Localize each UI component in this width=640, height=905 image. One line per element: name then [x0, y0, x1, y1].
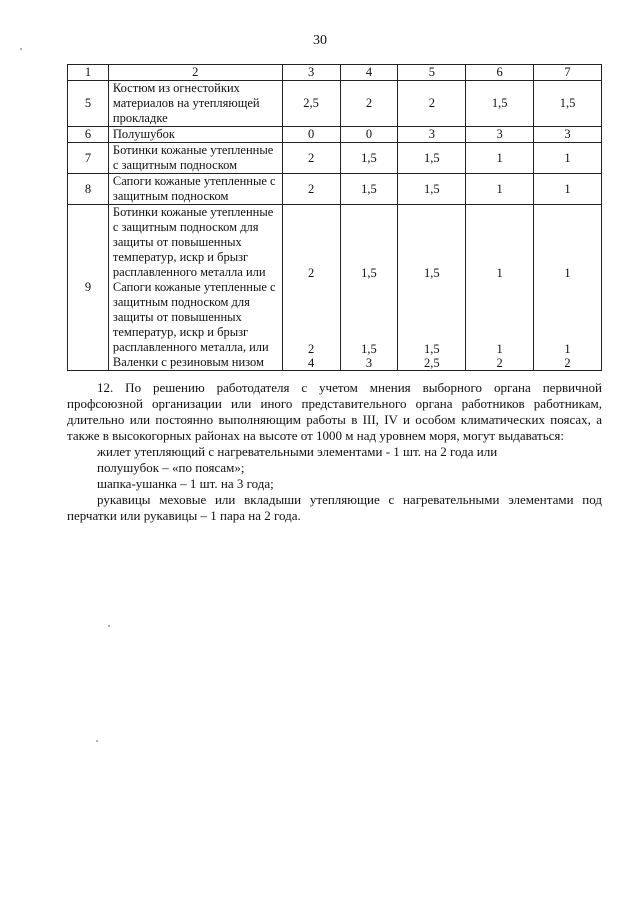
page-number: 30 [313, 33, 327, 48]
table-row [68, 174, 602, 205]
table-row [68, 127, 602, 143]
value-cell [466, 205, 534, 371]
value-mid: 2 [307, 266, 315, 280]
table-row [68, 205, 602, 371]
row-number: 6 [68, 127, 109, 143]
value-cell: 3 [534, 127, 602, 143]
scan-speck [20, 48, 22, 50]
value-cell: 1 [534, 143, 602, 174]
value-cell: 1 [466, 174, 534, 205]
scan-speck [108, 625, 110, 627]
row-number: 9 [68, 205, 109, 371]
header-cell: 6 [466, 65, 534, 81]
value-low: 2 [307, 341, 315, 356]
header-cell: 5 [398, 65, 466, 81]
row-number: 7 [68, 143, 109, 174]
value-cell: 2 [398, 81, 466, 127]
value-last: 4 [307, 355, 315, 370]
value-mid: 1 [496, 266, 503, 280]
row-number: 8 [68, 174, 109, 205]
value-cell: 3 [398, 127, 466, 143]
item-name: Ботинки кожаные утепленные с защитным подноском [108, 143, 282, 174]
table-row [68, 81, 602, 127]
value-low: 1 [564, 341, 571, 356]
body-text [67, 380, 602, 524]
value-cell: 1 [466, 143, 534, 174]
item-name-boots: Ботинки кожаные утепленные с защитным подноском для защиты от повышенных температур, искр и брызг расплавленного металла или [112, 205, 274, 279]
header-cell: 3 [282, 65, 340, 81]
item-name: Костюм из огнестойких материалов на утепляющей прокладке [108, 81, 282, 127]
value-cell: 1,5 [398, 143, 466, 174]
header-row [68, 65, 602, 81]
value-mid: 1,5 [424, 266, 440, 280]
list-item: рукавицы меховые или вкладыши утепляющие с нагревательными элементами под перчатки или рукавицы – 1 пара на 2 года. [67, 492, 602, 523]
value-cell: 2 [340, 81, 398, 127]
item-name [108, 205, 282, 371]
value-last: 2 [564, 355, 571, 370]
row-number: 5 [68, 81, 109, 127]
item-name: Сапоги кожаные утепленные с защитным подноском [108, 174, 282, 205]
item-name: Полушубок [108, 127, 282, 143]
value-low: 1,5 [424, 341, 440, 356]
value-low: 1 [496, 341, 503, 356]
value-cell: 1,5 [398, 174, 466, 205]
value-cell [398, 205, 466, 371]
value-cell: 2,5 [282, 81, 340, 127]
value-last: 2,5 [424, 355, 440, 370]
value-cell: 3 [466, 127, 534, 143]
item-name-high-boots: Сапоги кожаные утепленные с защитным подноском для защиты от повышенных температур, искр и брызг расплавленного металла, или [112, 280, 276, 354]
value-cell: 1,5 [340, 143, 398, 174]
header-cell: 2 [108, 65, 282, 81]
scan-speck [96, 740, 98, 742]
list-item: жилет утепляющий с нагревательными элементами - 1 шт. на 2 года или [97, 444, 498, 459]
value-cell: 1,5 [466, 81, 534, 127]
value-mid: 1 [564, 266, 571, 280]
norms-table [67, 64, 602, 371]
value-cell: 1 [534, 174, 602, 205]
value-cell: 1,5 [340, 174, 398, 205]
header-cell: 4 [340, 65, 398, 81]
value-cell: 0 [340, 127, 398, 143]
header-cell: 1 [68, 65, 109, 81]
value-low: 1,5 [361, 341, 377, 356]
value-cell [534, 205, 602, 371]
paragraph-12: 12. По решению работодателя с учетом мнения выборного органа первичной профсоюзной организации или иного представительного органа работников работникам, длительно или постоянно выполняющим работы в III, IV и особом климатических поясах, а также в высокогорных районах на высоте от 1000 м над уровнем моря, могут выдаваться: [67, 380, 602, 443]
item-name-felt-boots: Валенки с резиновым низом [112, 355, 264, 369]
value-cell [282, 205, 340, 371]
value-mid: 1,5 [361, 266, 377, 280]
value-last: 2 [496, 355, 503, 370]
value-cell [340, 205, 398, 371]
value-cell: 2 [282, 143, 340, 174]
value-last: 3 [365, 355, 373, 370]
list-item: полушубок – «по поясам»; [97, 460, 245, 475]
header-cell: 7 [534, 65, 602, 81]
value-cell: 1,5 [534, 81, 602, 127]
value-cell: 0 [282, 127, 340, 143]
table-row [68, 143, 602, 174]
list-item: шапка-ушанка – 1 шт. на 3 года; [97, 476, 274, 491]
value-cell: 2 [282, 174, 340, 205]
